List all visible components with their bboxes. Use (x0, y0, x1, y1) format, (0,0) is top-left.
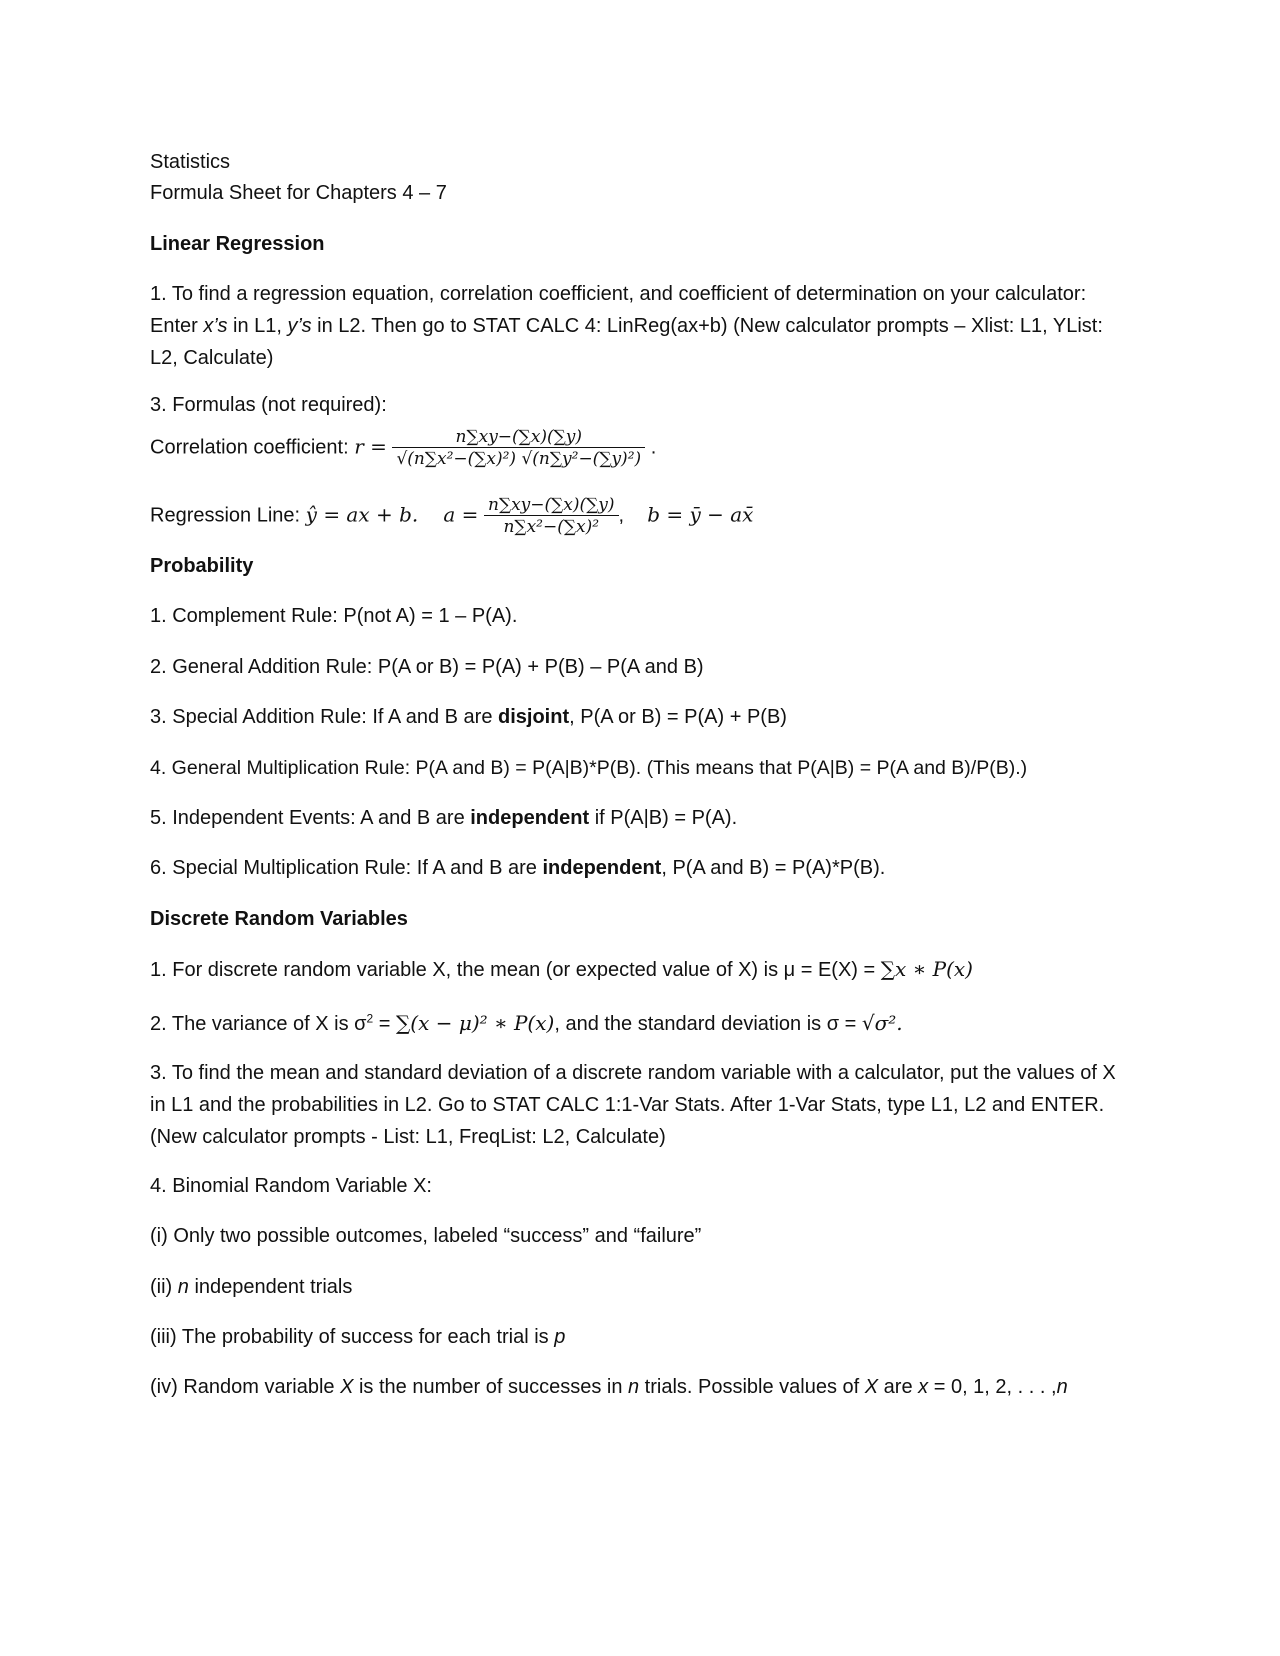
discrete-heading: Discrete Random Variables (150, 908, 408, 930)
linear-regression-heading: Linear Regression (150, 233, 325, 255)
mean-formula: ∑x ∗ P(x) (880, 957, 973, 981)
binomial-heading: 4. Binomial Random Variable X: (150, 1175, 432, 1197)
regression-item-1: 1. To find a regression equation, correlation coefficient, and coefficient of determination on your calculator: Enter x’s in L1, y’s in L2. Then go to STAT CALC 4: LinReg(ax+b) (New calculator prompts – Xlist: L1, YList: L2, Calculate) (150, 283, 1103, 369)
intercept-equation: b = ȳ − ax̄ (647, 502, 754, 527)
sheet-title: Formula Sheet for Chapters 4 – 7 (150, 182, 447, 204)
correlation-label: Correlation coefficient: (150, 436, 349, 459)
correlation-formula: Correlation coefficient: r = $\frac{n\sum xy-(\sum x)(\sum y)}{\text{√(n∑x²−(∑x)²) √(n∑y²−(∑y)²)}}$ . (150, 427, 657, 469)
regression-line-equation: ŷ = ax + b. (305, 502, 419, 527)
independent-events: 5. Independent Events: A and B are independent if P(A|B) = P(A). (150, 807, 738, 829)
binomial-condition-3: (iii) The probability of success for each trial is p (150, 1326, 566, 1348)
correlation-lhs: r = (354, 434, 387, 459)
correlation-fraction (392, 428, 645, 468)
binomial-condition-4: (iv) Random variable X is the number of successes in n trials. Possible values of X are x = 0, 1, 2, . . . ,n (150, 1376, 1068, 1398)
general-addition-rule: 2. General Addition Rule: P(A or B) = P(A) + P(B) – P(A and B) (150, 656, 704, 678)
discrete-variance: 2. The variance of X is $\sigma^2 = \sum(x - \mu)^2$ ∗ P(x), and the standard deviation is σ = √σ². (150, 1011, 903, 1035)
discrete-calculator-steps: 3. To find the mean and standard deviation of a discrete random variable with a calculator, put the values of X in L1 and the probabilities in L2. Go to STAT CALC 1:1-Var Stats. After 1-Var Stats, type L1, L2 and ENTER. (New calculator prompts - List: L1, FreqList: L2, Calculate) (150, 1062, 1116, 1148)
correlation-denominator: √(n∑x²−(∑x)²) √(n∑y²−(∑y)²) (392, 447, 645, 469)
slope-numerator: n∑xy−(∑x)(∑y) (488, 495, 615, 515)
special-multiplication-rule: 6. Special Multiplication Rule: If A and B are independent, P(A and B) = P(A)*P(B). (150, 857, 886, 879)
binomial-condition-1: (i) Only two possible outcomes, labeled “success” and “failure” (150, 1225, 702, 1247)
general-multiplication-rule: 4. General Multiplication Rule: P(A and B) = P(A|B)*P(B). (This means that P(A|B) = P(A and B)/P(B).) (150, 757, 1028, 779)
special-addition-rule: 3. Special Addition Rule: If A and B are disjoint, P(A or B) = P(A) + P(B) (150, 706, 787, 728)
regression-line-formula: Regression Line: ŷ = ax + b. a = $\frac{n\sum xy-(\sum x)(\sum y)}{\text{n∑x²−(∑x)²}}$ , b = ȳ − ax̄ (150, 495, 754, 537)
complement-rule: 1. Complement Rule: P(not A) = 1 – P(A). (150, 605, 518, 627)
binomial-condition-2: (ii) n independent trials (150, 1276, 353, 1298)
probability-heading: Probability (150, 555, 254, 577)
discrete-mean: 1. For discrete random variable X, the mean (or expected value of X) is μ = E(X) = ∑x ∗ P(x) (150, 957, 973, 981)
regression-item-3: 3. Formulas (not required): (150, 394, 387, 416)
regression-line-label: Regression Line: (150, 504, 301, 527)
slope-denominator: n∑x²−(∑x)² (484, 515, 619, 537)
course-name: Statistics (150, 151, 231, 173)
slope-fraction (484, 496, 619, 536)
correlation-numerator: n∑xy−(∑x)(∑y) (455, 427, 583, 447)
slope-lhs: a = (443, 502, 479, 527)
std-dev-formula: √σ². (861, 1011, 903, 1035)
variance-formula: ∑(x − μ)² ∗ P(x) (396, 1011, 555, 1035)
